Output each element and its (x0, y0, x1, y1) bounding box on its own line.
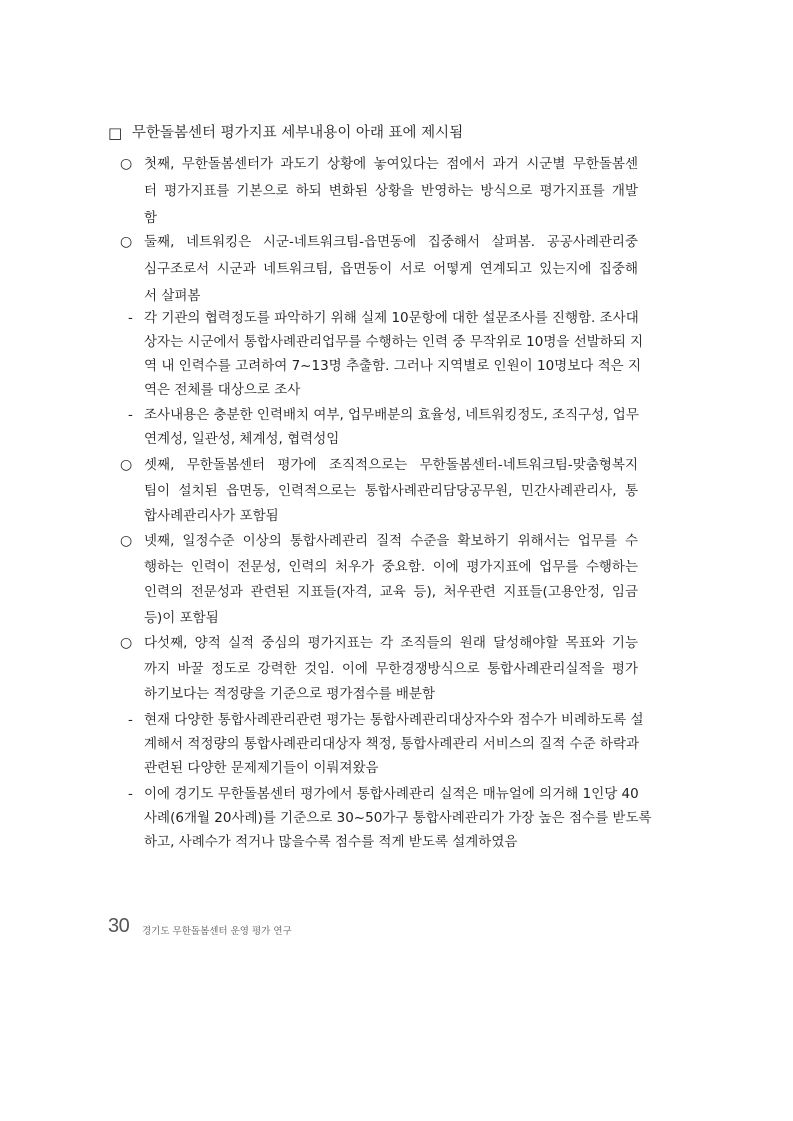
paragraph-line: 등)이 포함됨 (144, 610, 219, 626)
paragraph-line: 이에 경기도 무한돌봄센터 평가에서 통합사례관리 실적은 매뉴얼에 의거해 1인당 40 (144, 786, 639, 802)
page-number: 30 (108, 915, 130, 937)
paragraph-line: 하고, 사례수가 적거나 많을수록 점수를 적게 받도록 설계하였음 (144, 834, 518, 850)
paragraph-line: 행하는 인력이 전문성, 인력의 처우가 중요함. 이에 평가지표에 업무를 수행하는 (144, 559, 638, 575)
paragraph-line: 역 내 인력수를 고려하여 7~13명 추출함. 그러나 지역별로 인원이 10명보다 적은 지 (144, 358, 641, 374)
paragraph-line: 서 살펴봄 (144, 288, 201, 304)
paragraph-line: 하기보다는 적정량을 기준으로 평가점수를 배분함 (144, 686, 436, 702)
paragraph-line: 사례(6개월 20사례)를 기준으로 30~50가구 통합사례관리가 가장 높은 점수를 받도록 (144, 810, 652, 826)
paragraph-line: 팀이 설치된 읍면동, 인력적으로는 통합사례관리담당공무원, 민간사례관리사, 통 (144, 483, 638, 499)
section-heading (108, 124, 628, 144)
paragraph-line: 관련된 다양한 문제제기들이 이뤄져왔음 (144, 760, 379, 776)
paragraph-line: 터 평가지표를 기본으로 하되 변화된 상황을 반영하는 방식으로 평가지표를 개발 (144, 183, 638, 199)
dash-bullet-icon: - (128, 310, 133, 326)
paragraph-line: 조사내용은 충분한 인력배치 여부, 업무배분의 효율성, 네트워킹정도, 조직구성, 업무 (144, 407, 639, 423)
circle-bullet-icon: ○ (120, 533, 133, 549)
section-heading-text: 무한돌봄센터 평가지표 세부내용이 아래 표에 제시됨 (132, 125, 464, 141)
paragraph-line: 계해서 적정량의 통합사례관리대상자 책정, 통합사례관리 서비스의 질적 수준 하락과 (144, 736, 640, 752)
paragraph-line: 심구조로서 시군과 네트워크팀, 읍면동이 서로 어떻게 연계되고 있는지에 집중해 (144, 261, 638, 277)
paragraph-line: 까지 바꿀 정도로 강력한 것임. 이에 무한경쟁방식으로 통합사례관리실적을 평가 (144, 661, 638, 677)
circle-bullet-icon: ○ (120, 234, 133, 250)
paragraph-line: 둘째, 네트워킹은 시군-네트워크팀-읍면동에 집중해서 살펴봄. 공공사례관리중 (144, 234, 638, 250)
paragraph-line: 인력의 전문성과 관련된 지표들(자격, 교육 등), 처우관련 지표들(고용안정, 임금 (144, 584, 638, 600)
dash-bullet-icon: - (128, 712, 133, 728)
paragraph-line: 셋째, 무한돌봄센터 평가에 조직적으로는 무한돌봄센터-네트워크팀-맞춤형복지 (144, 457, 638, 473)
running-title: 경기도 무한돌봄센터 운영 평가 연구 (142, 926, 292, 937)
paragraph-line: 각 기관의 협력정도를 파악하기 위해 실제 10문항에 대한 설문조사를 진행함. 조사대 (144, 310, 639, 326)
paragraph-line: 다섯째, 양적 실적 중심의 평가지표는 각 조직들의 원래 달성해야할 목표와 기능 (144, 635, 638, 651)
paragraph-line: 연계성, 일관성, 체계성, 협력성임 (144, 431, 340, 447)
circle-bullet-icon: ○ (120, 457, 133, 473)
paragraph-line: 첫째, 무한돌봄센터가 과도기 상황에 놓여있다는 점에서 과거 시군별 무한돌봄센 (144, 156, 638, 172)
paragraph-line: 현재 다양한 통합사례관리관련 평가는 통합사례관리대상자수와 점수가 비례하도록 설 (144, 712, 644, 728)
circle-bullet-icon: ○ (120, 156, 133, 172)
dash-bullet-icon: - (128, 786, 133, 802)
circle-bullet-icon: ○ (120, 635, 133, 651)
square-bullet-icon: □ (108, 124, 123, 142)
paragraph-line: 함 (144, 210, 158, 226)
paragraph-line: 역은 전체를 대상으로 조사 (144, 382, 301, 398)
paragraph-line: 상자는 시군에서 통합사례관리업무를 수행하는 인력 중 무작위로 10명을 선발하되 지 (144, 334, 644, 350)
dash-bullet-icon: - (128, 407, 133, 423)
paragraph-line: 넷째, 일정수준 이상의 통합사례관리 질적 수준을 확보하기 위해서는 업무를 수 (144, 533, 638, 549)
paragraph-line: 합사례관리사가 포함됨 (144, 508, 279, 524)
